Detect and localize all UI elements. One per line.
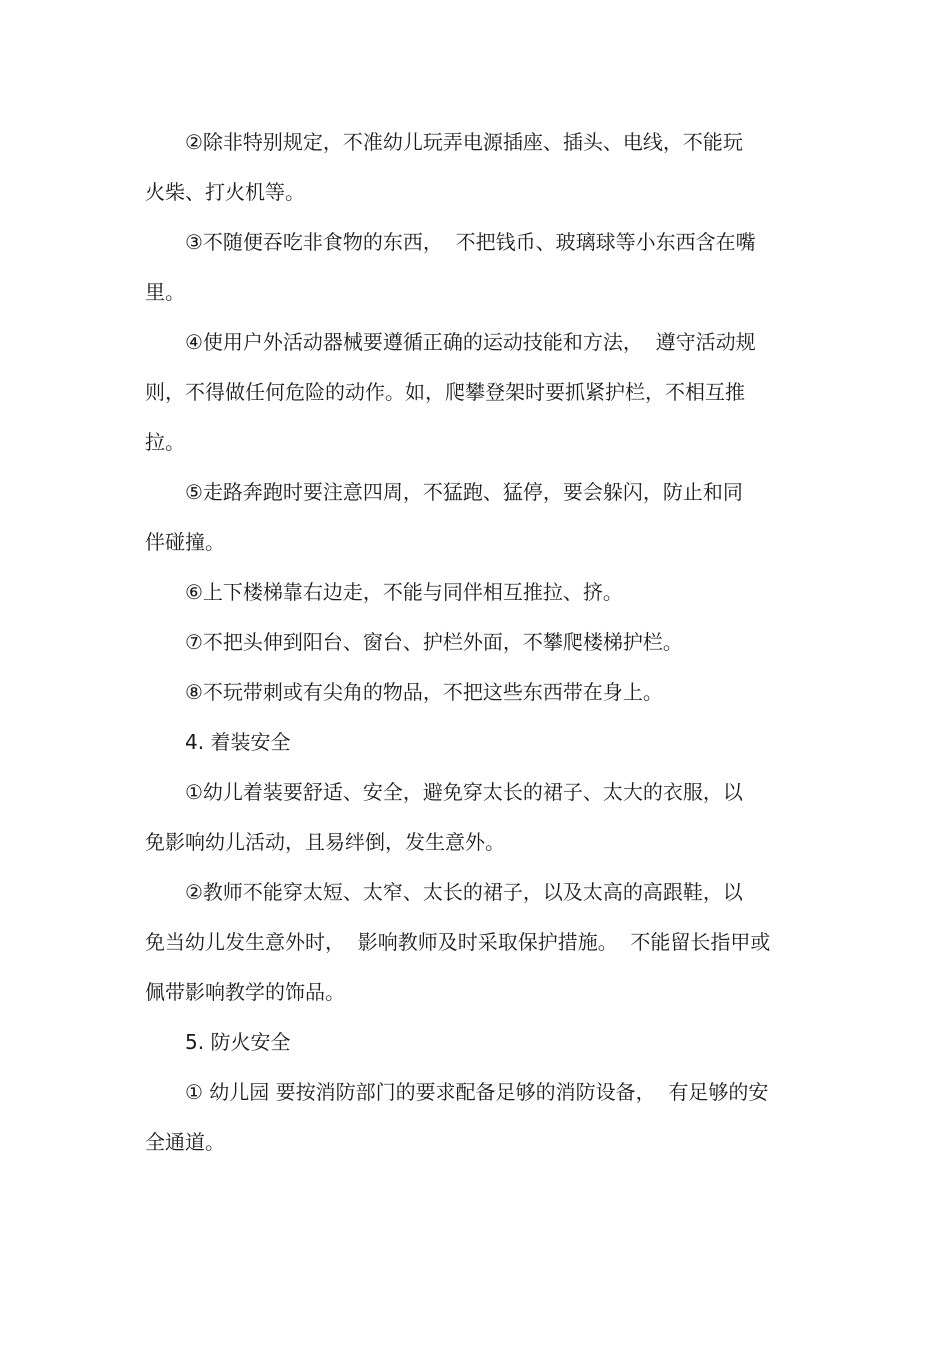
text-line: ②除非特别规定，不准幼儿玩弄电源插座、插头、电线，不能玩 — [185, 130, 743, 154]
text-line: 免影响幼儿活动，且易绊倒，发生意外。 — [145, 830, 505, 854]
text-line: ④使用户外活动器械要遵循正确的运动技能和方法， 遵守活动规 — [185, 330, 756, 354]
text-line: 伴碰撞。 — [145, 530, 225, 554]
text-line: 拉。 — [145, 430, 185, 454]
text-line: 火柴、打火机等。 — [145, 180, 305, 204]
text-line: 里。 — [145, 280, 185, 304]
text-line: ⑧不玩带刺或有尖角的物品，不把这些东西带在身上。 — [185, 680, 663, 704]
section-heading: 5. 防火安全 — [185, 1030, 291, 1054]
text-line: 则，不得做任何危险的动作。如，爬攀登架时要抓紧护栏，不相互推 — [145, 380, 745, 404]
text-line: ②教师不能穿太短、太窄、太长的裙子，以及太高的高跟鞋，以 — [185, 880, 743, 904]
text-line: ⑥上下楼梯靠右边走，不能与同伴相互推拉、挤。 — [185, 580, 623, 604]
text-line: ⑦不把头伸到阳台、窗台、护栏外面，不攀爬楼梯护栏。 — [185, 630, 683, 654]
document-body — [145, 117, 805, 1167]
text-line: ①幼儿着装要舒适、安全，避免穿太长的裙子、太大的衣服，以 — [185, 780, 743, 804]
text-line: 全通道。 — [145, 1130, 225, 1154]
text-line: 免当幼儿发生意外时， 影响教师及时采取保护措施。 不能留长指甲或 — [145, 930, 771, 954]
text-line: ① 幼儿园 要按消防部门的要求配备足够的消防设备， 有足够的安 — [185, 1080, 769, 1104]
text-line: ⑤走路奔跑时要注意四周，不猛跑、猛停，要会躲闪，防止和同 — [185, 480, 743, 504]
section-heading: 4. 着装安全 — [185, 730, 291, 754]
text-line: ③不随便吞吃非食物的东西， 不把钱币、玻璃球等小东西含在嘴 — [185, 230, 756, 254]
text-line: 佩带影响教学的饰品。 — [145, 980, 345, 1004]
